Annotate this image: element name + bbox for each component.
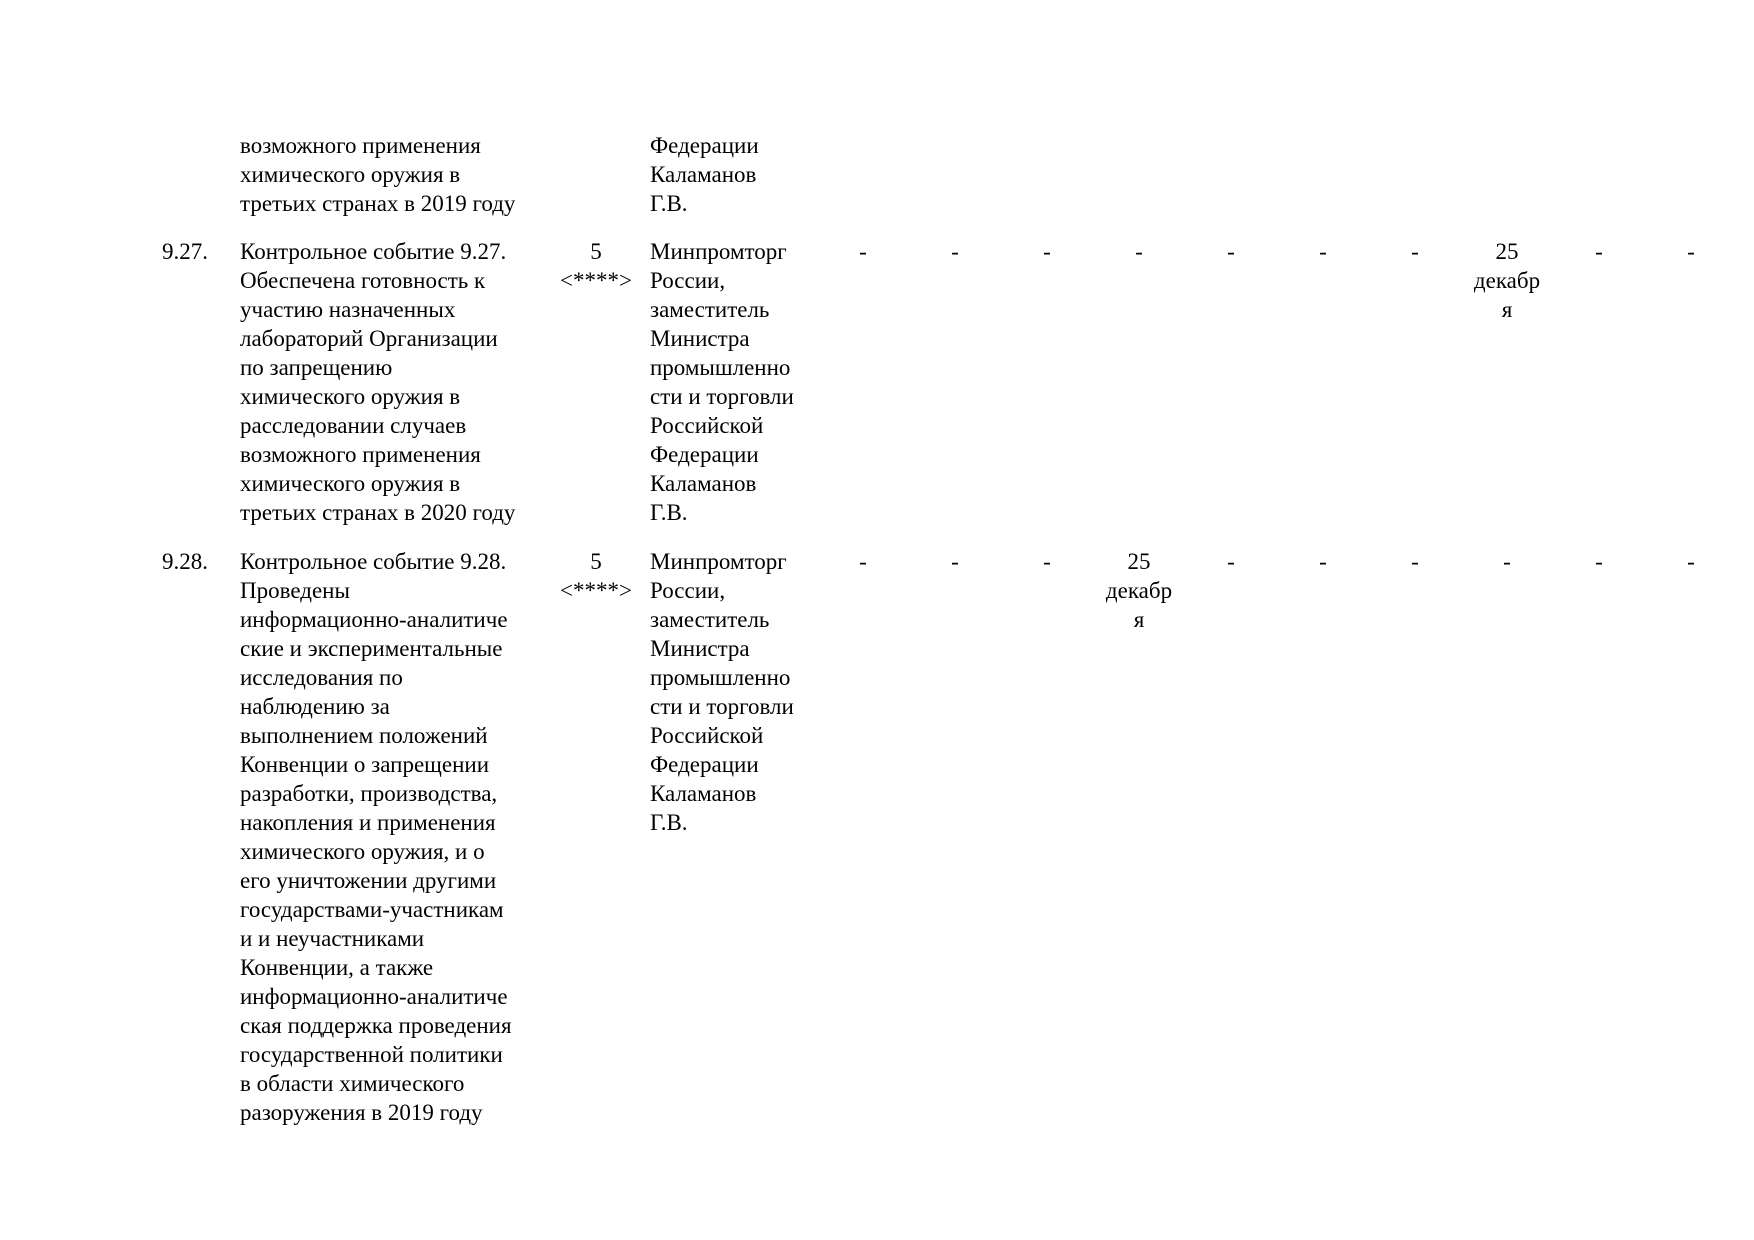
row-col-3: - xyxy=(1043,549,1051,574)
row-col-9: - xyxy=(1595,549,1603,574)
row-col-1: - xyxy=(859,549,867,574)
row-col-7: - xyxy=(1411,239,1419,264)
row-col-10: - xyxy=(1687,239,1695,264)
row-col-1: - xyxy=(859,239,867,264)
row-col-7: - xyxy=(1411,549,1419,574)
row-col-8: 25 декабр я xyxy=(1473,239,1541,322)
row-description: Контрольное событие 9.28. Проведены информационно-аналитиче ские и экспериментальные исследования по наблюдению за выполнением положений Конвенции о запрещении разработки, производства, накопления и применения химического оружия, и о его уничтожении другими государствами-участникам и и неучастниками Конвенции, а также информационно-аналитиче ская поддержка проведения государственной политики в области химического разоружения в 2019 году xyxy=(240,549,512,1125)
row-col-5: - xyxy=(1227,239,1235,264)
row-col-4: - xyxy=(1135,239,1143,264)
row-col-2: - xyxy=(951,239,959,264)
continuation-responsible: Федерации Каламанов Г.В. xyxy=(650,133,759,216)
row-description: Контрольное событие 9.27. Обеспечена готовность к участию назначенных лабораторий Организации по запрещению химического оружия в расследовании случаев возможного применения химического оружия в третьих странах в 2020 году xyxy=(240,239,516,525)
row-col-9: - xyxy=(1595,239,1603,264)
row-number: 9.28. xyxy=(162,549,208,574)
row-col-4: 25 декабр я xyxy=(1105,549,1173,632)
row-priority: 5 <****> xyxy=(560,549,632,603)
row-col-3: - xyxy=(1043,239,1051,264)
row-col-6: - xyxy=(1319,239,1327,264)
row-responsible: Минпромторг России, заместитель Министра промышленно сти и торговли Российской Федерации Каламанов Г.В. xyxy=(650,239,794,525)
row-col-6: - xyxy=(1319,549,1327,574)
row-priority: 5 <****> xyxy=(560,239,632,293)
continuation-description: возможного применения химического оружия в третьих странах в 2019 году xyxy=(240,133,516,216)
row-col-2: - xyxy=(951,549,959,574)
row-col-5: - xyxy=(1227,549,1235,574)
row-responsible: Минпромторг России, заместитель Министра промышленно сти и торговли Российской Федерации Каламанов Г.В. xyxy=(650,549,794,835)
row-col-10: - xyxy=(1687,549,1695,574)
row-col-8: - xyxy=(1503,549,1511,574)
row-number: 9.27. xyxy=(162,239,208,264)
